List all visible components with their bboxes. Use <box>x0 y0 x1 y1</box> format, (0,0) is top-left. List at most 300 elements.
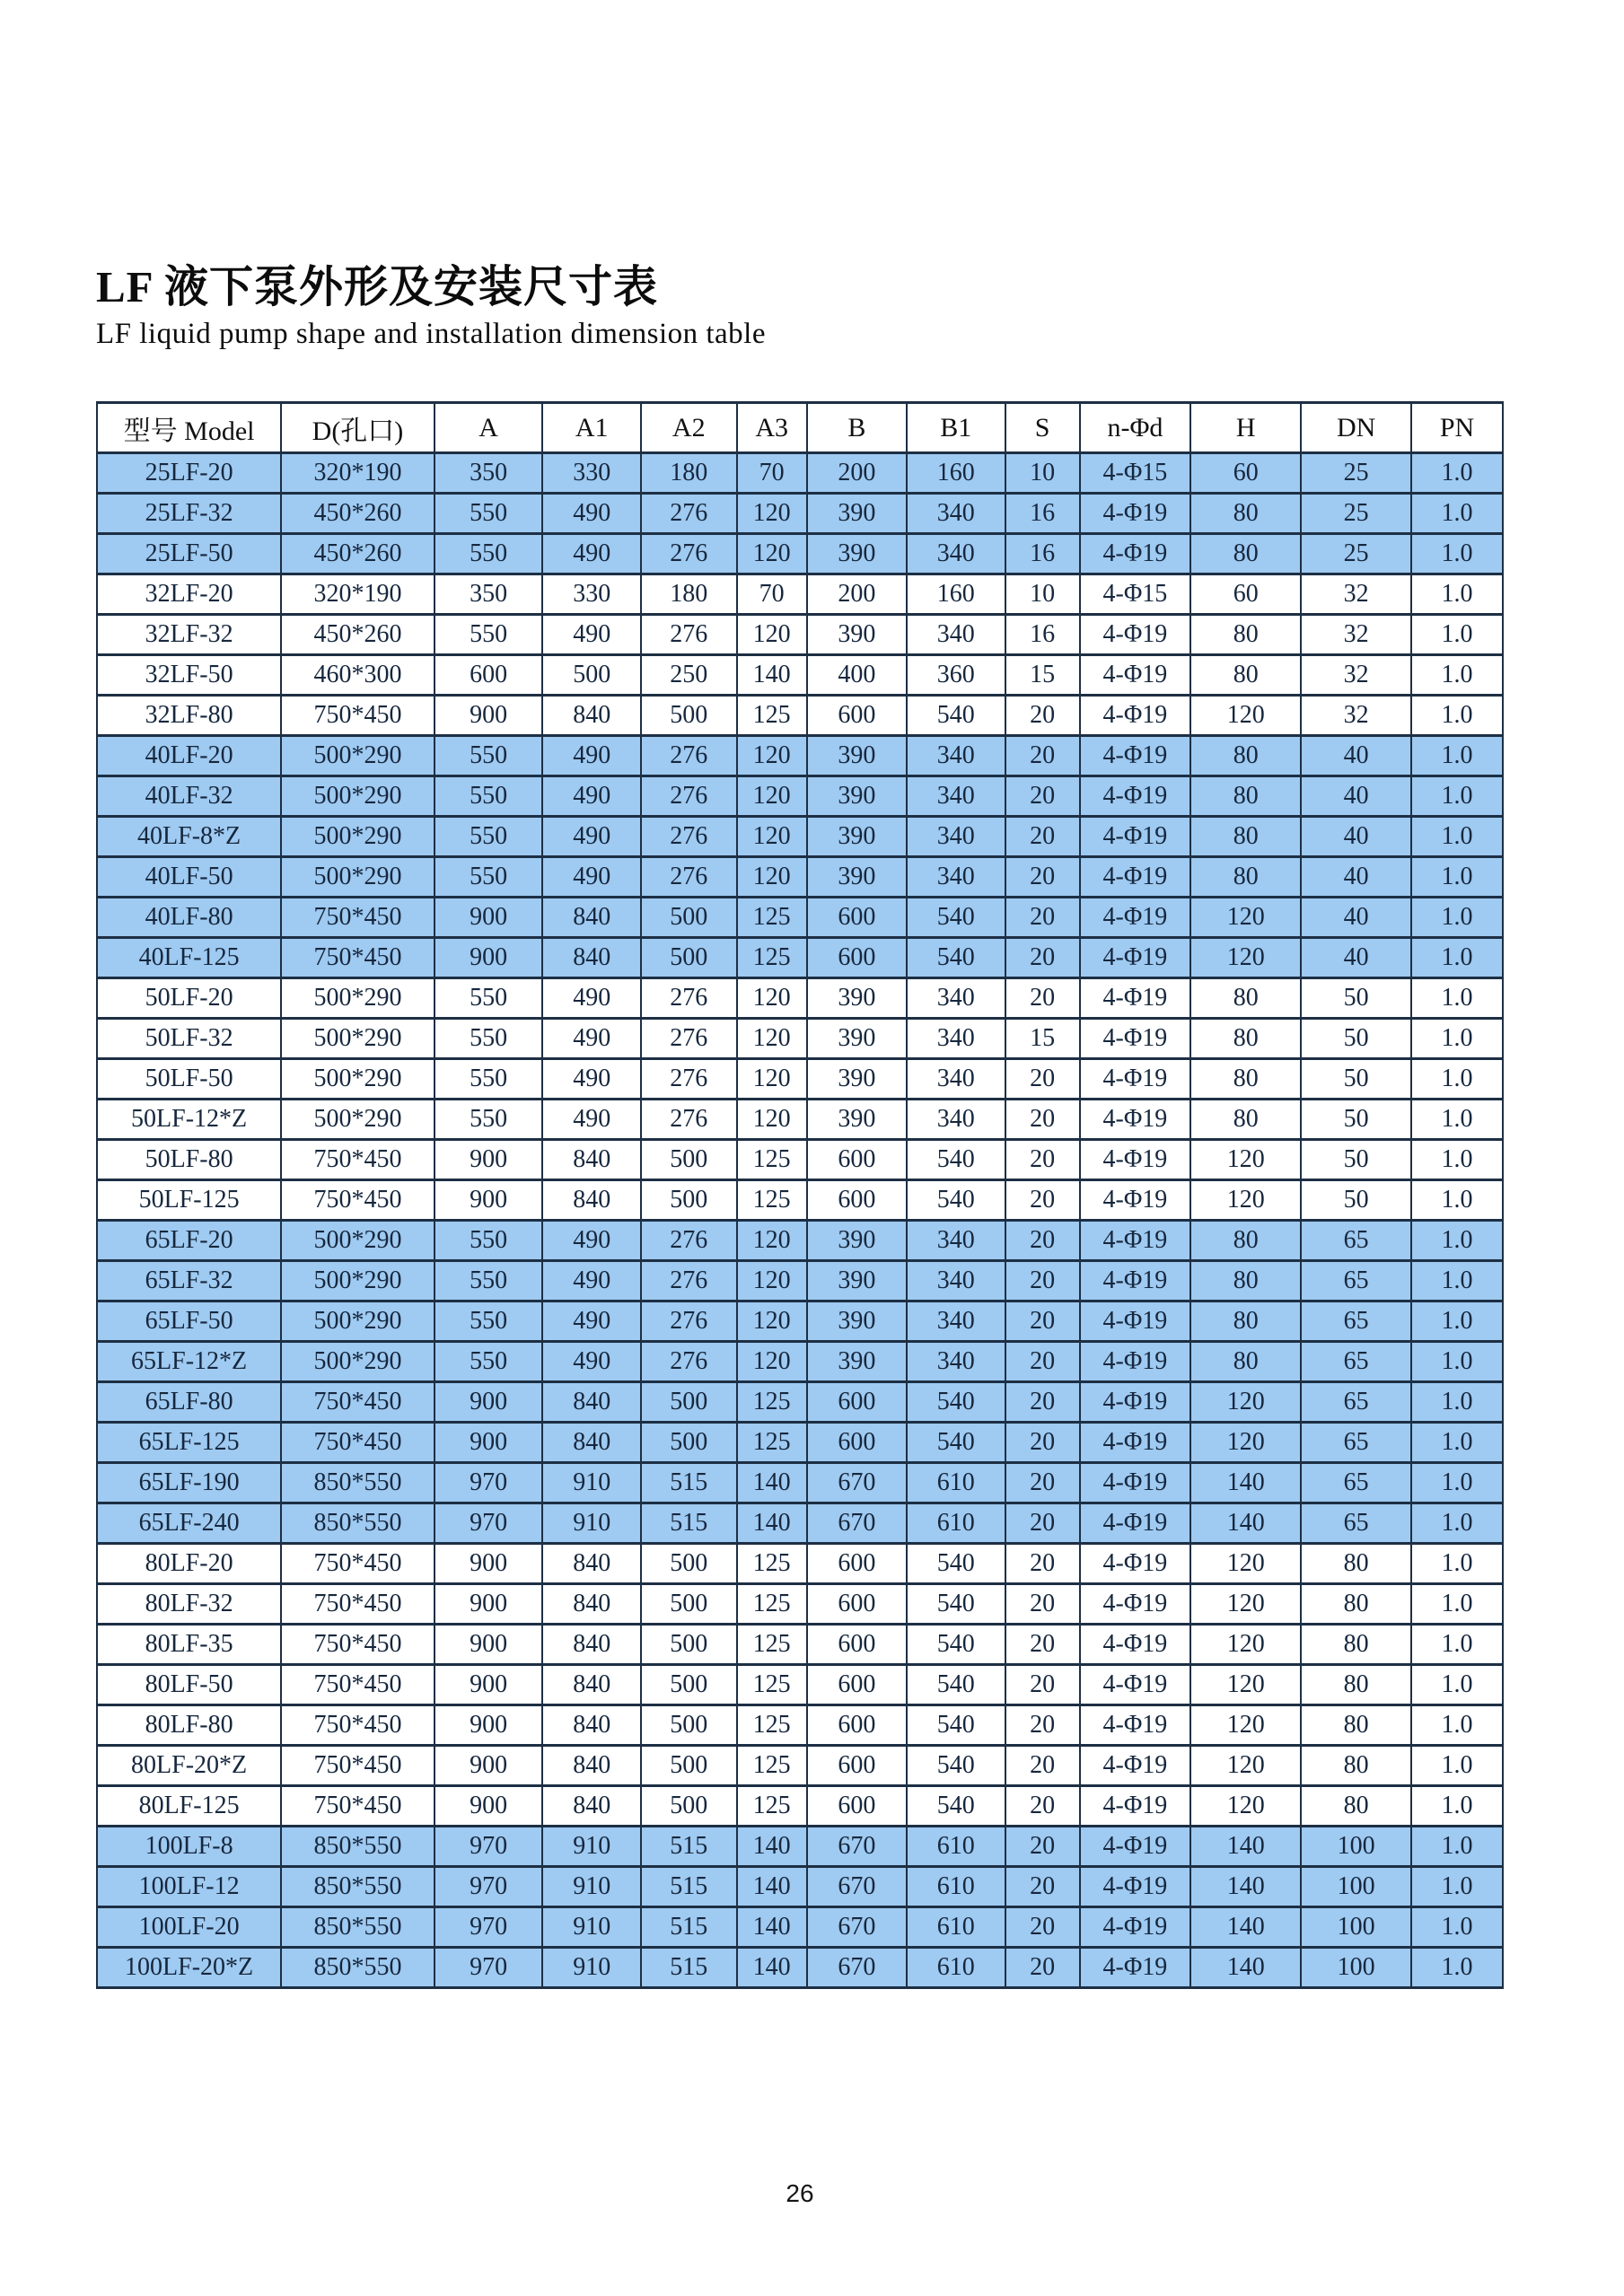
dimension-cell: 500 <box>641 696 736 736</box>
dimension-cell: 390 <box>807 817 907 857</box>
dimension-cell: 840 <box>542 1665 641 1705</box>
dimension-cell: 125 <box>737 1746 807 1786</box>
dimension-cell: 390 <box>807 1342 907 1382</box>
dimension-cell: 340 <box>907 1221 1005 1261</box>
dimension-cell: 840 <box>542 1544 641 1584</box>
dimension-cell: 550 <box>435 817 543 857</box>
dimension-cell: 100 <box>1301 1948 1411 1988</box>
dimension-cell: 4-Φ19 <box>1080 1503 1191 1544</box>
column-header: A <box>435 403 543 453</box>
dimension-cell: 4-Φ15 <box>1080 453 1191 494</box>
dimension-cell: 330 <box>542 574 641 615</box>
dimension-cell: 540 <box>907 1382 1005 1423</box>
dimension-cell: 65 <box>1301 1221 1411 1261</box>
dimension-cell: 80 <box>1190 1261 1301 1301</box>
model-cell: 100LF-12 <box>97 1867 281 1907</box>
dimension-cell: 4-Φ19 <box>1080 1100 1191 1140</box>
dimension-cell: 120 <box>737 1059 807 1100</box>
column-header: S <box>1005 403 1080 453</box>
dimension-cell: 490 <box>542 615 641 655</box>
dimension-cell: 900 <box>435 1786 543 1827</box>
dimension-cell: 120 <box>1190 1665 1301 1705</box>
dimension-cell: 750*450 <box>281 1584 435 1625</box>
model-cell: 40LF-20 <box>97 736 281 776</box>
dimension-cell: 40 <box>1301 776 1411 817</box>
model-cell: 32LF-50 <box>97 655 281 696</box>
dimension-cell: 750*450 <box>281 1544 435 1584</box>
dimension-cell: 600 <box>807 1584 907 1625</box>
dimension-cell: 340 <box>907 615 1005 655</box>
dimension-cell: 80 <box>1190 534 1301 574</box>
dimension-cell: 80 <box>1190 1221 1301 1261</box>
dimension-cell: 540 <box>907 898 1005 938</box>
dimension-cell: 1.0 <box>1411 1786 1503 1827</box>
dimension-cell: 276 <box>641 736 736 776</box>
model-cell: 50LF-12*Z <box>97 1100 281 1140</box>
dimension-cell: 4-Φ19 <box>1080 1261 1191 1301</box>
dimension-cell: 340 <box>907 978 1005 1019</box>
dimension-cell: 200 <box>807 453 907 494</box>
dimension-cell: 1.0 <box>1411 1948 1503 1988</box>
dimension-cell: 20 <box>1005 1180 1080 1221</box>
dimension-cell: 1.0 <box>1411 655 1503 696</box>
dimension-cell: 140 <box>1190 1827 1301 1867</box>
dimension-cell: 320*190 <box>281 453 435 494</box>
dimension-cell: 600 <box>807 1423 907 1463</box>
model-cell: 80LF-125 <box>97 1786 281 1827</box>
dimension-cell: 550 <box>435 1100 543 1140</box>
dimension-cell: 600 <box>807 1625 907 1665</box>
dimension-cell: 610 <box>907 1948 1005 1988</box>
dimension-cell: 390 <box>807 1301 907 1342</box>
dimension-cell: 120 <box>737 978 807 1019</box>
dimension-cell: 900 <box>435 1180 543 1221</box>
dimension-cell: 120 <box>1190 1746 1301 1786</box>
dimension-cell: 1.0 <box>1411 696 1503 736</box>
dimension-cell: 600 <box>807 1665 907 1705</box>
page-subtitle: LF liquid pump shape and installation dimension table <box>96 318 766 351</box>
dimension-cell: 1.0 <box>1411 1503 1503 1544</box>
dimension-cell: 515 <box>641 1907 736 1948</box>
dimension-cell: 970 <box>435 1867 543 1907</box>
model-cell: 50LF-80 <box>97 1140 281 1180</box>
dimension-cell: 900 <box>435 696 543 736</box>
dimension-cell: 120 <box>737 1342 807 1382</box>
column-header: n-Φd <box>1080 403 1191 453</box>
dimension-cell: 276 <box>641 534 736 574</box>
dimension-cell: 610 <box>907 1867 1005 1907</box>
dimension-cell: 850*550 <box>281 1503 435 1544</box>
dimension-cell: 80 <box>1190 857 1301 898</box>
dimension-cell: 65 <box>1301 1503 1411 1544</box>
dimension-cell: 10 <box>1005 574 1080 615</box>
dimension-cell: 900 <box>435 1140 543 1180</box>
dimension-cell: 65 <box>1301 1301 1411 1342</box>
page-number: 26 <box>786 2179 814 2207</box>
dimension-cell: 840 <box>542 1786 641 1827</box>
dimension-cell: 850*550 <box>281 1827 435 1867</box>
dimension-cell: 910 <box>542 1907 641 1948</box>
dimension-cell: 276 <box>641 817 736 857</box>
dimension-cell: 20 <box>1005 736 1080 776</box>
dimension-cell: 340 <box>907 1261 1005 1301</box>
dimension-cell: 490 <box>542 736 641 776</box>
model-cell: 32LF-20 <box>97 574 281 615</box>
dimension-cell: 1.0 <box>1411 534 1503 574</box>
dimension-cell: 20 <box>1005 1221 1080 1261</box>
dimension-cell: 65 <box>1301 1261 1411 1301</box>
dimension-cell: 4-Φ19 <box>1080 1423 1191 1463</box>
dimension-cell: 450*260 <box>281 534 435 574</box>
dimension-cell: 4-Φ19 <box>1080 1019 1191 1059</box>
column-header: DN <box>1301 403 1411 453</box>
table-row <box>97 1019 1503 1059</box>
dimension-cell: 540 <box>907 1180 1005 1221</box>
table-row <box>97 1948 1503 1988</box>
dimension-cell: 600 <box>807 696 907 736</box>
dimension-cell: 1.0 <box>1411 1261 1503 1301</box>
dimension-cell: 840 <box>542 696 641 736</box>
dimension-cell: 20 <box>1005 1827 1080 1867</box>
dimension-cell: 120 <box>1190 1544 1301 1584</box>
dimension-cell: 1.0 <box>1411 574 1503 615</box>
column-header: 型号 Model <box>97 403 281 453</box>
table-row <box>97 1100 1503 1140</box>
dimension-cell: 80 <box>1301 1544 1411 1584</box>
dimension-cell: 4-Φ19 <box>1080 736 1191 776</box>
dimension-cell: 750*450 <box>281 1665 435 1705</box>
dimension-cell: 500 <box>641 1584 736 1625</box>
model-cell: 25LF-50 <box>97 534 281 574</box>
dimension-cell: 20 <box>1005 817 1080 857</box>
model-cell: 40LF-125 <box>97 938 281 978</box>
dimension-cell: 390 <box>807 857 907 898</box>
dimension-cell: 80 <box>1190 1342 1301 1382</box>
dimension-cell: 120 <box>737 1301 807 1342</box>
dimension-cell: 550 <box>435 1301 543 1342</box>
dimension-cell: 1.0 <box>1411 1342 1503 1382</box>
dimension-cell: 1.0 <box>1411 736 1503 776</box>
dimension-cell: 970 <box>435 1827 543 1867</box>
dimension-cell: 340 <box>907 776 1005 817</box>
dimension-cell: 120 <box>737 857 807 898</box>
dimension-cell: 4-Φ19 <box>1080 1665 1191 1705</box>
dimension-cell: 40 <box>1301 857 1411 898</box>
dimension-cell: 750*450 <box>281 898 435 938</box>
dimension-cell: 125 <box>737 1786 807 1827</box>
dimension-cell: 16 <box>1005 534 1080 574</box>
dimension-cell: 910 <box>542 1503 641 1544</box>
dimension-cell: 500 <box>641 1423 736 1463</box>
table-row <box>97 898 1503 938</box>
model-cell: 80LF-32 <box>97 1584 281 1625</box>
dimension-cell: 120 <box>737 534 807 574</box>
model-cell: 32LF-32 <box>97 615 281 655</box>
dimension-cell: 4-Φ19 <box>1080 817 1191 857</box>
column-header: A3 <box>737 403 807 453</box>
dimension-cell: 540 <box>907 1584 1005 1625</box>
dimension-cell: 840 <box>542 1746 641 1786</box>
dimension-cell: 500*290 <box>281 857 435 898</box>
table-row <box>97 1544 1503 1584</box>
dimension-cell: 80 <box>1301 1786 1411 1827</box>
dimension-cell: 540 <box>907 1625 1005 1665</box>
dimension-cell: 490 <box>542 1342 641 1382</box>
dimension-cell: 750*450 <box>281 696 435 736</box>
model-cell: 40LF-50 <box>97 857 281 898</box>
dimension-cell: 610 <box>907 1503 1005 1544</box>
dimension-cell: 60 <box>1190 453 1301 494</box>
dimension-cell: 670 <box>807 1503 907 1544</box>
dimension-cell: 500 <box>641 1625 736 1665</box>
dimension-cell: 4-Φ19 <box>1080 1140 1191 1180</box>
dimension-cell: 750*450 <box>281 1746 435 1786</box>
column-header: D(孔口) <box>281 403 435 453</box>
dimension-cell: 4-Φ19 <box>1080 857 1191 898</box>
model-cell: 65LF-50 <box>97 1301 281 1342</box>
dimension-cell: 20 <box>1005 1544 1080 1584</box>
dimension-cell: 20 <box>1005 938 1080 978</box>
dimension-cell: 500 <box>641 1140 736 1180</box>
model-cell: 80LF-20 <box>97 1544 281 1584</box>
dimension-cell: 900 <box>435 1625 543 1665</box>
dimension-cell: 4-Φ19 <box>1080 898 1191 938</box>
model-cell: 100LF-20 <box>97 1907 281 1948</box>
dimension-cell: 80 <box>1190 776 1301 817</box>
dimension-cell: 500 <box>641 1786 736 1827</box>
dimension-cell: 140 <box>737 655 807 696</box>
dimension-cell: 140 <box>737 1463 807 1503</box>
model-cell: 40LF-8*Z <box>97 817 281 857</box>
dimension-cell: 20 <box>1005 978 1080 1019</box>
dimension-cell: 1.0 <box>1411 938 1503 978</box>
dimension-cell: 550 <box>435 736 543 776</box>
dimension-cell: 460*300 <box>281 655 435 696</box>
dimension-cell: 20 <box>1005 1382 1080 1423</box>
dimension-cell: 390 <box>807 494 907 534</box>
dimension-cell: 900 <box>435 938 543 978</box>
dimension-cell: 120 <box>1190 1584 1301 1625</box>
dimension-cell: 610 <box>907 1907 1005 1948</box>
dimension-cell: 4-Φ19 <box>1080 1625 1191 1665</box>
dimension-cell: 4-Φ19 <box>1080 938 1191 978</box>
dimension-cell: 390 <box>807 1100 907 1140</box>
dimension-cell: 550 <box>435 494 543 534</box>
model-cell: 32LF-80 <box>97 696 281 736</box>
dimension-cell: 80 <box>1301 1625 1411 1665</box>
column-header: PN <box>1411 403 1503 453</box>
dimension-cell: 910 <box>542 1827 641 1867</box>
dimension-cell: 276 <box>641 857 736 898</box>
dimension-cell: 276 <box>641 1221 736 1261</box>
dimension-cell: 500*290 <box>281 1059 435 1100</box>
dimension-cell: 540 <box>907 1705 1005 1746</box>
dimension-cell: 750*450 <box>281 1382 435 1423</box>
dimension-cell: 550 <box>435 1261 543 1301</box>
dimension-cell: 610 <box>907 1463 1005 1503</box>
dimension-cell: 120 <box>1190 1705 1301 1746</box>
model-cell: 65LF-20 <box>97 1221 281 1261</box>
dimension-cell: 340 <box>907 494 1005 534</box>
dimension-cell: 60 <box>1190 574 1301 615</box>
dimension-cell: 900 <box>435 1423 543 1463</box>
dimension-cell: 20 <box>1005 1705 1080 1746</box>
dimension-cell: 80 <box>1190 736 1301 776</box>
column-header: A2 <box>641 403 736 453</box>
model-cell: 65LF-12*Z <box>97 1342 281 1382</box>
dimension-cell: 515 <box>641 1867 736 1907</box>
model-cell: 100LF-8 <box>97 1827 281 1867</box>
dimension-cell: 750*450 <box>281 1786 435 1827</box>
dimension-cell: 1.0 <box>1411 1463 1503 1503</box>
table-row <box>97 1503 1503 1544</box>
dimension-cell: 490 <box>542 1261 641 1301</box>
dimension-cell: 900 <box>435 1382 543 1423</box>
dimension-cell: 4-Φ15 <box>1080 574 1191 615</box>
dimension-cell: 120 <box>1190 696 1301 736</box>
dimension-cell: 80 <box>1190 494 1301 534</box>
dimension-cell: 670 <box>807 1463 907 1503</box>
dimension-cell: 32 <box>1301 696 1411 736</box>
table-row <box>97 1221 1503 1261</box>
dimension-cell: 390 <box>807 1019 907 1059</box>
dimension-cell: 515 <box>641 1827 736 1867</box>
dimension-cell: 276 <box>641 978 736 1019</box>
dimension-cell: 1.0 <box>1411 1180 1503 1221</box>
dimension-cell: 500 <box>641 1746 736 1786</box>
dimension-cell: 140 <box>1190 1948 1301 1988</box>
dimension-cell: 490 <box>542 1301 641 1342</box>
dimension-cell: 900 <box>435 1544 543 1584</box>
dimension-cell: 80 <box>1190 655 1301 696</box>
table-row <box>97 655 1503 696</box>
dimension-cell: 125 <box>737 1382 807 1423</box>
page-title: LF 液下泵外形及安装尺寸表 <box>96 262 659 311</box>
dimension-cell: 970 <box>435 1463 543 1503</box>
dimension-cell: 25 <box>1301 453 1411 494</box>
model-cell: 25LF-20 <box>97 453 281 494</box>
dimension-cell: 340 <box>907 1059 1005 1100</box>
model-cell: 65LF-190 <box>97 1463 281 1503</box>
dimension-cell: 550 <box>435 1059 543 1100</box>
dimension-cell: 750*450 <box>281 1423 435 1463</box>
dimension-cell: 16 <box>1005 615 1080 655</box>
dimension-cell: 32 <box>1301 655 1411 696</box>
dimension-cell: 250 <box>641 655 736 696</box>
dimension-cell: 10 <box>1005 453 1080 494</box>
column-header: B1 <box>907 403 1005 453</box>
model-cell: 40LF-32 <box>97 776 281 817</box>
dimension-cell: 20 <box>1005 1665 1080 1705</box>
dimension-cell: 540 <box>907 1140 1005 1180</box>
dimension-cell: 120 <box>1190 1180 1301 1221</box>
dimension-cell: 900 <box>435 1584 543 1625</box>
dimension-cell: 490 <box>542 776 641 817</box>
dimension-cell: 80 <box>1301 1746 1411 1786</box>
model-cell: 80LF-80 <box>97 1705 281 1746</box>
dimension-cell: 600 <box>807 1746 907 1786</box>
dimension-cell: 160 <box>907 574 1005 615</box>
dimension-cell: 140 <box>1190 1503 1301 1544</box>
dimension-cell: 540 <box>907 938 1005 978</box>
dimension-cell: 4-Φ19 <box>1080 1827 1191 1867</box>
dimension-cell: 50 <box>1301 978 1411 1019</box>
dimension-cell: 140 <box>737 1503 807 1544</box>
dimension-cell: 4-Φ19 <box>1080 615 1191 655</box>
dimension-cell: 4-Φ19 <box>1080 1584 1191 1625</box>
table-row <box>97 817 1503 857</box>
table-row <box>97 696 1503 736</box>
dimension-cell: 910 <box>542 1463 641 1503</box>
dimension-cell: 550 <box>435 857 543 898</box>
dimension-cell: 65 <box>1301 1463 1411 1503</box>
dimension-cell: 80 <box>1190 1019 1301 1059</box>
dimension-cell: 4-Φ19 <box>1080 978 1191 1019</box>
dimension-cell: 500 <box>641 1180 736 1221</box>
dimension-cell: 4-Φ19 <box>1080 534 1191 574</box>
dimension-cell: 840 <box>542 938 641 978</box>
dimension-cell: 550 <box>435 978 543 1019</box>
dimension-cell: 500 <box>641 1382 736 1423</box>
dimension-table <box>96 401 1504 1989</box>
dimension-cell: 340 <box>907 1301 1005 1342</box>
dimension-cell: 500*290 <box>281 1019 435 1059</box>
dimension-cell: 1.0 <box>1411 1907 1503 1948</box>
dimension-cell: 80 <box>1301 1584 1411 1625</box>
dimension-cell: 840 <box>542 1584 641 1625</box>
dimension-cell: 4-Φ19 <box>1080 1544 1191 1584</box>
dimension-cell: 1.0 <box>1411 1625 1503 1665</box>
table-row <box>97 1786 1503 1827</box>
dimension-cell: 20 <box>1005 776 1080 817</box>
dimension-cell: 4-Φ19 <box>1080 494 1191 534</box>
dimension-cell: 540 <box>907 1423 1005 1463</box>
dimension-cell: 100 <box>1301 1907 1411 1948</box>
dimension-cell: 125 <box>737 1705 807 1746</box>
table-row <box>97 1140 1503 1180</box>
title-block <box>96 262 1505 351</box>
dimension-cell: 500*290 <box>281 817 435 857</box>
dimension-cell: 490 <box>542 1019 641 1059</box>
dimension-cell: 840 <box>542 898 641 938</box>
dimension-cell: 840 <box>542 1705 641 1746</box>
dimension-cell: 4-Φ19 <box>1080 696 1191 736</box>
dimension-cell: 4-Φ19 <box>1080 1180 1191 1221</box>
dimension-cell: 340 <box>907 1100 1005 1140</box>
dimension-cell: 20 <box>1005 696 1080 736</box>
dimension-cell: 515 <box>641 1503 736 1544</box>
column-header: A1 <box>542 403 641 453</box>
model-cell: 25LF-32 <box>97 494 281 534</box>
dimension-cell: 390 <box>807 978 907 1019</box>
dimension-cell: 550 <box>435 534 543 574</box>
dimension-cell: 360 <box>907 655 1005 696</box>
dimension-cell: 20 <box>1005 1746 1080 1786</box>
dimension-cell: 1.0 <box>1411 453 1503 494</box>
dimension-cell: 120 <box>737 1100 807 1140</box>
dimension-cell: 515 <box>641 1948 736 1988</box>
dimension-cell: 120 <box>737 1019 807 1059</box>
model-cell: 65LF-240 <box>97 1503 281 1544</box>
dimension-cell: 600 <box>807 1382 907 1423</box>
dimension-cell: 350 <box>435 574 543 615</box>
dimension-cell: 20 <box>1005 898 1080 938</box>
dimension-cell: 80 <box>1190 817 1301 857</box>
dimension-cell: 500*290 <box>281 1221 435 1261</box>
dimension-cell: 20 <box>1005 1907 1080 1948</box>
dimension-cell: 330 <box>542 453 641 494</box>
model-cell: 50LF-20 <box>97 978 281 1019</box>
